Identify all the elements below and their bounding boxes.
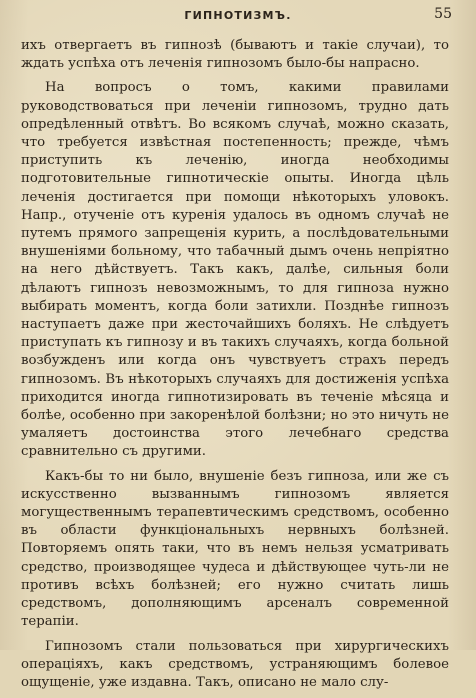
running-title: ГИПНОТИЗМЪ. — [184, 9, 292, 22]
page-header — [0, 6, 476, 26]
paragraph-surgery: Гипнозомъ стали пользоваться при хирургическихъ операціяхъ, какъ средствомъ, устраняющимъ болевое ощущеніе, уже издавна. Такъ, описано не мало слу- — [21, 638, 449, 690]
page-number: 55 — [434, 6, 452, 22]
paragraph-treatment-rules: На вопросъ о томъ, какими правилами руководствоваться при леченіи гипнозомъ, трудно дать опредѣленный отвѣтъ. Во всякомъ случаѣ, можно сказать, что требуется извѣстная постепенность; прежде, чѣмъ приступить къ леченію, иногда необходимы подготовительные гипнотическіе опыты. Иногда цѣль леченія достигается при помощи нѣкоторыхъ уловокъ. Напр., отученіе отъ куренія удалось въ одномъ случаѣ не путемъ прямого запрещенія курить, а послѣдовательными внушеніями больному, что табачный дымъ очень непріятно на него дѣйствуетъ. Такъ какъ, далѣе, сильныя боли дѣлаютъ гипнозъ невозможнымъ, то для гипноза нужно выбирать моментъ, когда боли затихли. Позднѣе гипнозъ наступаетъ даже при жесточайшихъ боляхъ. Не слѣдуетъ приступать къ гипнозу и въ такихъ случаяхъ, когда больной возбужденъ или когда онъ чувствуетъ страхъ передъ гипнозомъ. Въ нѣкоторыхъ случаяхъ для достиженія успѣха приходится иногда гипнотизировать въ теченіе мѣсяца и болѣе, особенно при закоренѣлой болѣзни; но это ничуть не умаляетъ достоинства этого лечебнаго средства сравнительно съ другими. — [21, 80, 449, 460]
paragraph-suggestion-value: Какъ-бы то ни было, внушеніе безъ гипноза, или же съ искусственно вызваннымъ гипнозомъ является могущественнымъ терапевтическимъ средствомъ, особенно въ области функціональныхъ нервныхъ болѣзней. Повторяемъ опять таки, что въ немъ нельзя усматривать средство, производящее чудеса и дѣйствующее чуть-ли не противъ всѣхъ болѣзней; его нужно считать лишь средствомъ, дополняющимъ арсеналъ современной терапіи. — [21, 468, 449, 630]
paragraph-continued: ихъ отвергаетъ въ гипнозѣ (бываютъ и такіе случаи), то ждать успѣха отъ леченія гипнозомъ было-бы напрасно. — [21, 38, 449, 72]
body-text — [21, 37, 449, 698]
